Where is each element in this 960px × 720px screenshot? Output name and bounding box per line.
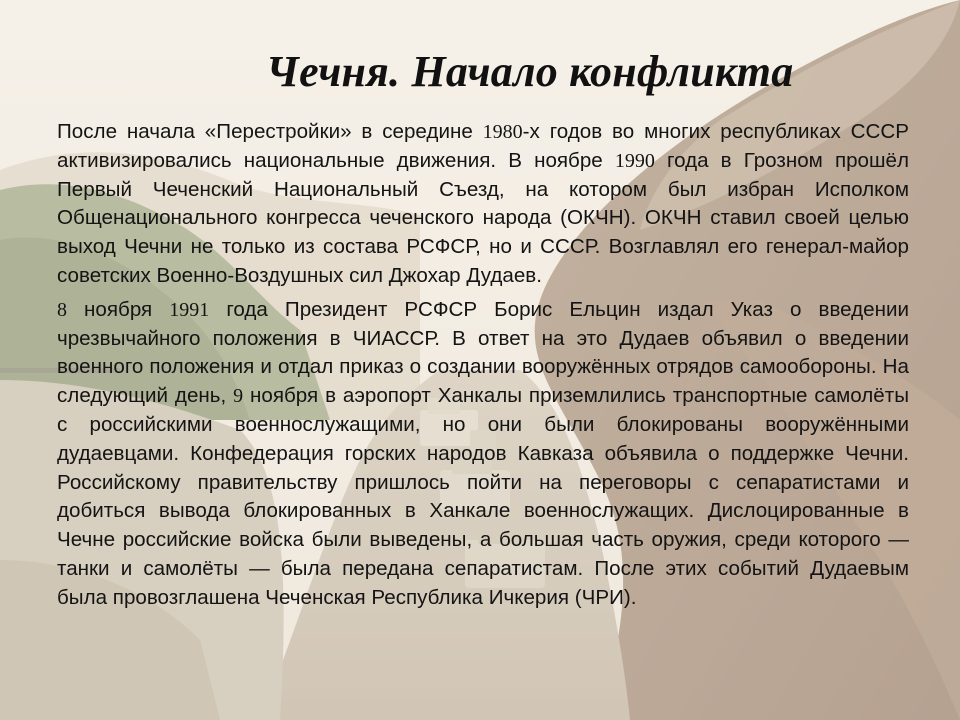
paragraph-2 bbox=[57, 296, 909, 613]
year-1990: 1990 bbox=[614, 149, 655, 172]
day-8: 8 bbox=[57, 298, 67, 321]
slide-body bbox=[57, 118, 909, 618]
slide-title: Чечня. Начало конфликта bbox=[266, 47, 794, 96]
text-run: ноября в аэропорт Ханкалы приземлились транспортные самолёты с российскими военнослужащими, но они были блокированы вооружёнными дудаевцами. Конфедерация горских народов Кавказа объявила о поддержке Чечни. Российскому правительству пришлось пойти на переговоры с сепаратистами и добиться вывода блокированных в Ханкале военнослужащих. Дислоцированные в Чечне российские войска были выведены, а большая часть оружия, среди которого — танки и самолёты — была передана сепаратистам. После этих событий Дудаевым была провозглашена Чеченская Республика Ичкерия (ЧРИ). bbox=[57, 384, 909, 609]
day-9: 9 bbox=[233, 385, 244, 408]
year-1980: 1980 bbox=[482, 121, 523, 143]
paragraph-1 bbox=[57, 118, 909, 291]
text-run: ноября bbox=[67, 297, 170, 321]
year-1991: 1991 bbox=[169, 298, 210, 321]
text-run: года в Грозном прошёл Первый Чеченский Национальный Съезд, на котором был избран Исполком Общенационального конгресса чеченского народа (ОКЧН). ОКЧН ставил своей целью выход Чечни не только из состава РСФСР, но и СССР. Возглавлял его генерал-майор советских Военно-Воздушных сил Джохар Дудаев. bbox=[57, 148, 909, 287]
text-run: После начала «Перестройки» в середине bbox=[57, 120, 483, 143]
text-run: года Президент РСФСР Борис Ельцин издал Указ о введении чрезвычайного положения в ЧИАССР. В ответ на это Дудаев объявил о введении военного положения и отдал приказ о создании вооружённых отрядов самообороны. На следующий день, bbox=[57, 297, 910, 408]
text-run: -х годов во многих республиках СССР активизировались национальные движения. В ноябре bbox=[57, 120, 909, 172]
